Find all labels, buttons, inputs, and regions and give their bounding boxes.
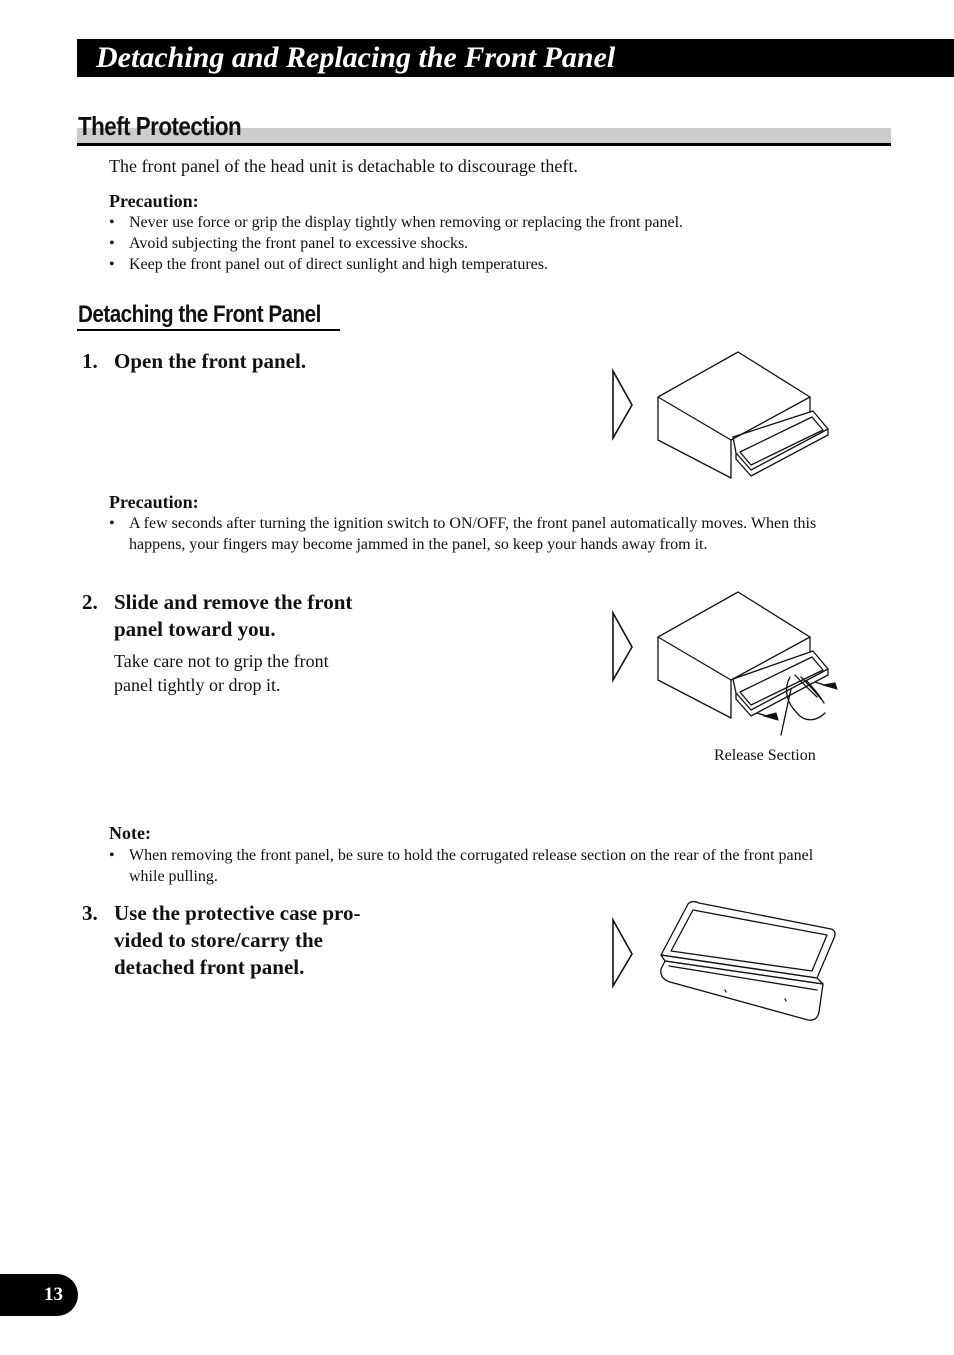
page-number: 13 xyxy=(44,1284,63,1305)
step-1-text: Open the front panel. xyxy=(114,349,307,373)
precaution-list xyxy=(109,513,854,555)
precaution-label: Precaution: xyxy=(109,492,199,512)
subsection-title-detaching: Detaching the Front Panel xyxy=(78,301,321,328)
list-item: • Avoid subjecting the front panel to excessive shocks. xyxy=(109,233,869,254)
slide-remove-panel-illustration xyxy=(605,585,850,745)
step-3-text-line-2: vided to store/carry the xyxy=(114,928,323,952)
step-2-number: 2. xyxy=(82,590,98,614)
precaution-list xyxy=(109,212,869,275)
open-front-panel-illustration xyxy=(605,345,845,485)
list-item: • Keep the front panel out of direct sunlight and high temperatures. xyxy=(109,254,869,275)
page-number-tab xyxy=(0,1274,78,1316)
subsection-underline xyxy=(77,329,340,331)
chapter-banner xyxy=(77,39,954,77)
list-item: • When removing the front panel, be sure to hold the corrugated release section on the rear of the front panel while pulling. xyxy=(109,845,839,887)
intro-paragraph: The front panel of the head unit is detachable to discourage theft. xyxy=(109,156,578,176)
step-3-text-line-1: Use the protective case pro- xyxy=(114,901,361,925)
step-arrow-icon xyxy=(613,371,632,438)
step-2-text-line-2: panel toward you. xyxy=(114,617,276,641)
chapter-title: Detaching and Replacing the Front Panel xyxy=(96,41,616,74)
note-list xyxy=(109,845,839,887)
figure-caption-release-section: Release Section xyxy=(714,747,816,764)
section-title-theft-protection: Theft Protection xyxy=(78,111,242,141)
protective-case-illustration xyxy=(605,898,845,1028)
section-heading-rule xyxy=(77,143,891,146)
step-1-number: 1. xyxy=(82,349,98,373)
list-item: • A few seconds after turning the ignition switch to ON/OFF, the front panel automatically moves. When this happens, your fingers may become jammed in the panel, so keep your hands away from it. xyxy=(109,513,854,555)
precaution-label: Precaution: xyxy=(109,191,199,211)
step-2-body-line-1: Take care not to grip the front xyxy=(114,651,329,671)
step-2-text-line-1: Slide and remove the front xyxy=(114,590,353,614)
step-2-body-line-2: panel tightly or drop it. xyxy=(114,675,281,695)
step-3-number: 3. xyxy=(82,901,98,925)
step-3-text-line-3: detached front panel. xyxy=(114,955,305,979)
step-arrow-icon xyxy=(613,920,632,986)
list-item: • Never use force or grip the display tightly when removing or replacing the front panel. xyxy=(109,212,869,233)
pull-direction-arrow-icon xyxy=(764,683,837,720)
note-label: Note: xyxy=(109,823,151,843)
step-arrow-icon xyxy=(613,613,632,680)
